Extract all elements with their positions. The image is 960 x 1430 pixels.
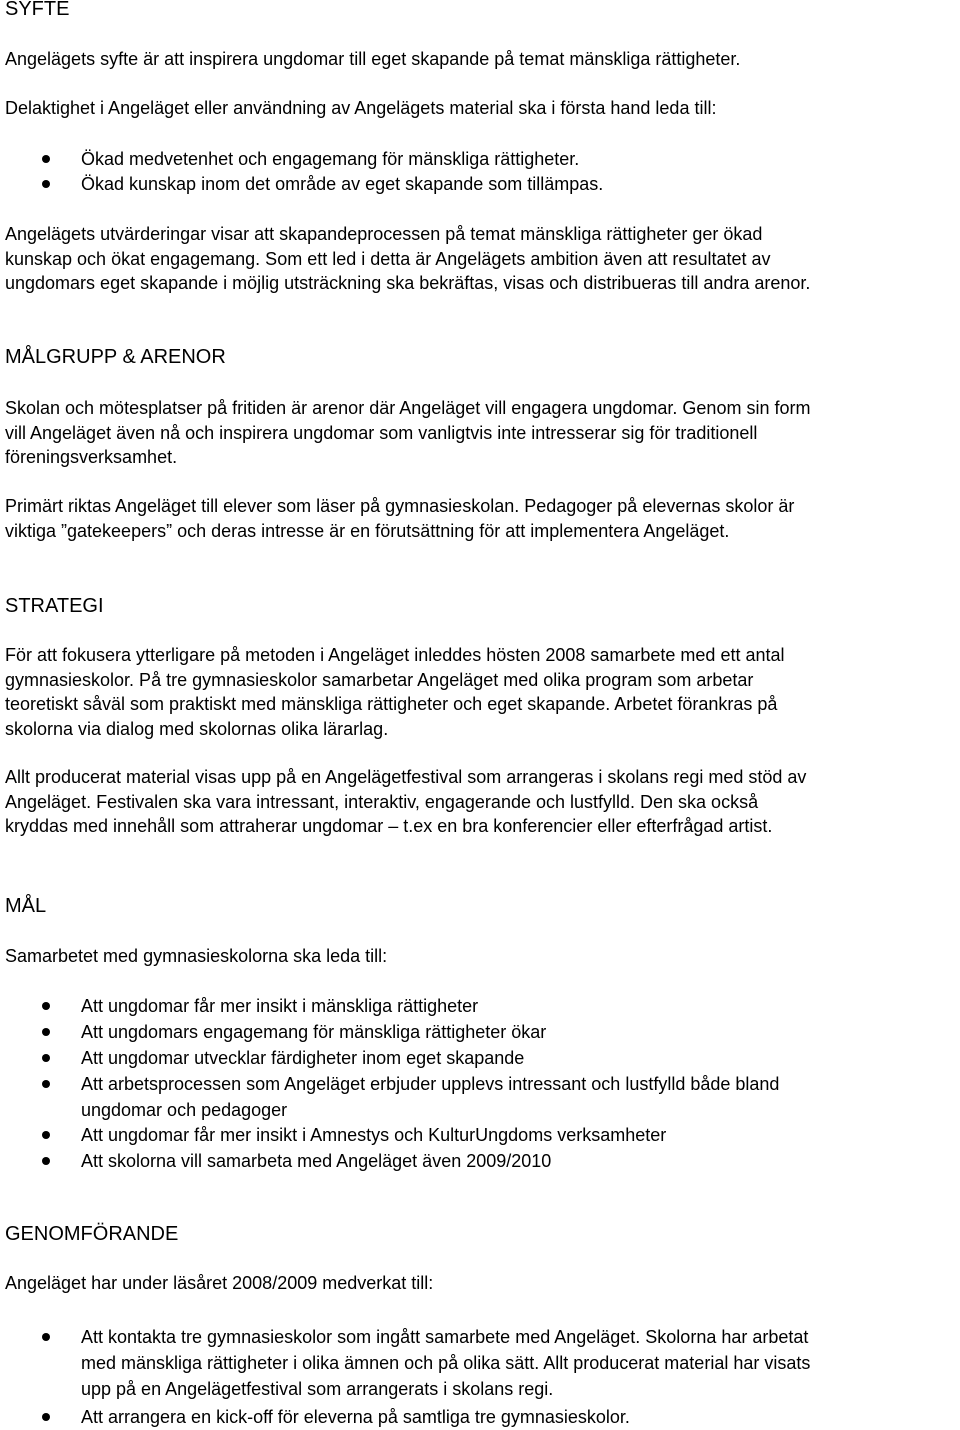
list-item-text: Att skolorna vill samarbeta med Angeläget även 2009/2010 [81,1151,552,1171]
bullet-icon [42,1333,50,1341]
list-item-line: med mänskliga rättigheter i olika ämnen och på olika sätt. Allt producerat material har visats [81,1353,811,1373]
list-item-text: Att ungdomar utvecklar färdigheter inom eget skapande [81,1048,525,1068]
paragraph-line: Allt producerat material visas upp på en Angelägetfestival som arrangeras i skolans regi med stöd av [5,767,807,787]
list-item-text [81,1071,779,1123]
paragraph-line: teoretiskt såväl som praktiskt med mänskliga rättigheter och eget skapande. Arbetet förankras på [5,694,778,714]
bullet-icon [42,1131,50,1139]
list-item-line: Att arbetsprocessen som Angeläget erbjuder upplevs intressant och lustfylld både bland [81,1074,780,1094]
bullet-icon [42,1413,50,1421]
paragraph-line: Primärt riktas Angeläget till elever som läser på gymnasieskolan. Pedagoger på elevernas skolor är [5,496,795,516]
list-item-text [81,1324,810,1402]
list-item-line: ungdomar och pedagoger [81,1100,288,1120]
list-item-text: Att ungdomar får mer insikt i mänskliga rättigheter [81,996,479,1016]
paragraph-line: föreningsverksamhet. [5,447,178,467]
section-heading-malgrupp: MÅLGRUPP & ARENOR [5,346,226,368]
paragraph [5,765,806,839]
bullet-icon [42,1157,50,1165]
paragraph: Angeläget har under läsåret 2008/2009 medverkat till: [5,1273,434,1293]
paragraph-line: skolorna via dialog med skolornas olika lärarlag. [5,718,389,739]
list-item-text: Att arrangera en kick-off för eleverna på samtliga tre gymnasieskolor. [81,1407,630,1427]
bullet-icon [42,180,50,188]
section-heading-mal: MÅL [5,895,47,917]
list-item-line: upp på en Angelägetfestival som arrangerats i skolans regi. [81,1379,554,1399]
paragraph: Delaktighet i Angeläget eller användning av Angelägets material ska i första hand leda till: [5,98,717,118]
bullet-icon [42,1054,50,1062]
paragraph [5,494,794,543]
bullet-icon [42,155,50,163]
bullet-icon [42,1002,50,1010]
paragraph-line: vill Angeläget även nå och inspirera ungdomar som vanligtvis inte intresserar sig för traditionell [5,422,758,443]
paragraph [5,222,810,296]
list-item-text: Ökad kunskap inom det område av eget skapande som tillämpas. [81,174,604,194]
paragraph [5,396,810,470]
paragraph-line: kryddas med innehåll som attraherar ungdomar – t.ex en bra konferencier eller efterfrågad artist. [5,816,773,836]
list-item-text: Ökad medvetenhet och engagemang för mänskliga rättigheter. [81,149,580,169]
section-heading-syfte: SYFTE [5,0,70,20]
paragraph-line: kunskap och ökat engagemang. Som ett led i detta är Angelägets ambition även att resultatet av [5,248,771,269]
bullet-icon [42,1080,50,1088]
section-heading-genomforande: GENOMFÖRANDE [5,1223,179,1245]
paragraph [5,643,784,741]
section-heading-strategi: STRATEGI [5,595,104,617]
paragraph: Angelägets syfte är att inspirera ungdomar till eget skapande på temat mänskliga rättigheter. [5,49,741,69]
bullet-icon [42,1028,50,1036]
paragraph-line: Angeläget. Festivalen ska vara intressant, interaktiv, engagerande och lustfylld. Den ska också [5,791,759,812]
paragraph-line: För att fokusera ytterligare på metoden i Angeläget inleddes hösten 2008 samarbete med ett antal [5,645,785,665]
list-item-text: Att ungdomars engagemang för mänskliga rättigheter ökar [81,1022,547,1042]
paragraph-line: gymnasieskolor. På tre gymnasieskolor samarbetar Angeläget med olika program som arbetar [5,669,754,690]
list-item-text: Att ungdomar får mer insikt i Amnestys och KulturUngdoms verksamheter [81,1125,667,1145]
paragraph: Samarbetet med gymnasieskolorna ska leda till: [5,946,388,966]
paragraph-line: viktiga ”gatekeepers” och deras intresse är en förutsättning för att implementera Angeläget. [5,520,730,541]
paragraph-line: Angelägets utvärderingar visar att skapandeprocessen på temat mänskliga rättigheter ger ökad [5,224,763,244]
paragraph-line: ungdomars eget skapande i möjlig utsträckning ska bekräftas, visas och distribueras till andra arenor. [5,273,811,293]
list-item-line: Att kontakta tre gymnasieskolor som ingått samarbete med Angeläget. Skolorna har arbetat [81,1327,809,1347]
paragraph-line: Skolan och mötesplatser på fritiden är arenor där Angeläget vill engagera ungdomar. Genom sin form [5,398,811,418]
